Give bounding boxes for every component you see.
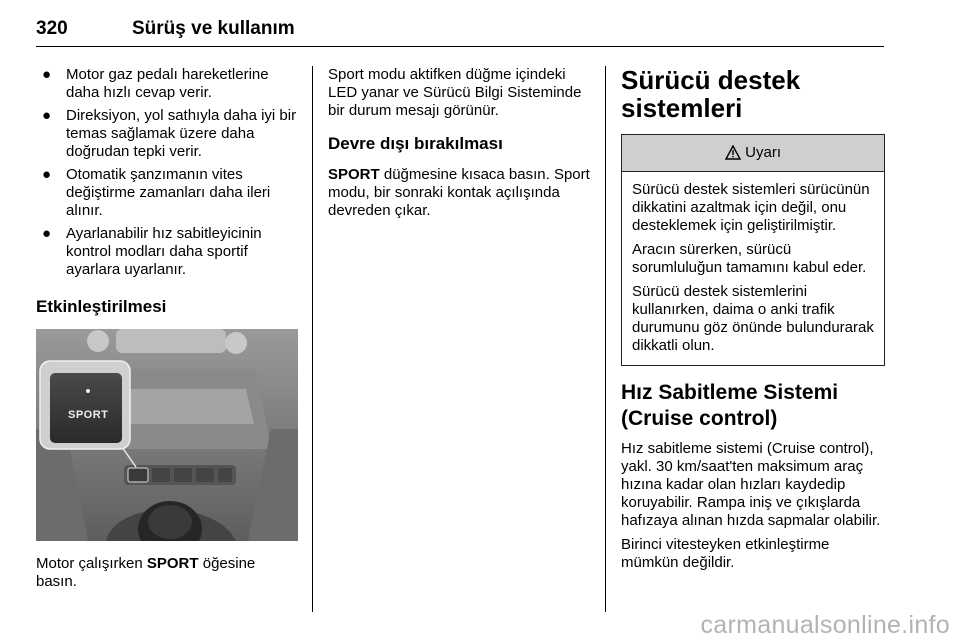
- warning-paragraph: Aracın sürerken, sürücü sorumluluğun tamamını kabul eder.: [632, 241, 867, 276]
- warning-title: Uyarı: [622, 135, 884, 172]
- column-divider-2: [605, 66, 606, 612]
- activation-caption: Motor çalışırken SPORT öğesine basın.: [36, 555, 256, 590]
- feature-list: [36, 66, 298, 279]
- sport-button-label: SPORT: [68, 409, 109, 421]
- deactivation-heading: Devre dışı bırakılması: [328, 134, 503, 153]
- list-item: ● Motor gaz pedalı hareketlerine daha hızlı cevap verir.: [42, 66, 269, 101]
- column-3: [621, 66, 885, 578]
- sport-keyword: SPORT: [328, 166, 380, 183]
- page-number: 320: [36, 18, 68, 39]
- sport-keyword: SPORT: [146, 555, 199, 572]
- header-rule: [36, 46, 884, 47]
- column-divider-1: [312, 66, 313, 612]
- chapter-title: Sürücü destek sistemleri: [621, 65, 801, 123]
- deactivation-text: SPORT düğmesine kısaca basın. Sport modu, bir sonraki kontak açılışında devreden çıkar.: [328, 166, 590, 219]
- watermark-text: carmanualsonline.info: [700, 611, 950, 639]
- cruise-control-heading: Hız Sabitleme Sistemi (Cruise control): [621, 381, 839, 430]
- warning-paragraph: Sürücü destek sistemlerini kullanırken, daima o anki trafik durumunu göz önünde bulundurarak dikkatli olun.: [632, 283, 874, 354]
- list-item: ● Direksiyon, yol sathıyla daha iyi bir temas sağlamak üzere daha doğrudan tepki verir.: [42, 107, 297, 160]
- warning-paragraph: Sürücü destek sistemleri sürücünün dikkatini azaltmak için değil, onu desteklemek için geliştirilmiştir.: [632, 181, 870, 234]
- section-title: Sürüş ve kullanım: [132, 18, 295, 39]
- list-item: ● Otomatik şanzımanın vites değiştirme zamanları daha ileri alınır.: [42, 166, 271, 219]
- warning-box: [621, 134, 885, 366]
- sport-button-illustration: [36, 329, 298, 541]
- bullet-icon: ●: [42, 166, 52, 183]
- column-1: [36, 66, 298, 591]
- list-item: ● Ayarlanabilir hız sabitleyicinin kontrol modları daha sportif ayarlara uyarlanır.: [42, 225, 262, 278]
- column-2: [328, 66, 596, 220]
- warning-triangle-icon: [725, 145, 741, 160]
- bullet-icon: ●: [42, 225, 52, 242]
- activation-heading: Etkinleştirilmesi: [36, 297, 167, 316]
- cruise-control-paragraph: Hız sabitleme sistemi (Cruise control), yakl. 30 km/saat'ten maksimum araç hızına kadar olan hızları kaydedip koruyabilir. Rampa iniş ve çıkışlarda hafızaya alınan hızda sapmalar olabilir.: [621, 440, 881, 529]
- page-header: [36, 6, 884, 46]
- warning-body: [622, 172, 884, 365]
- bullet-icon: ●: [42, 107, 52, 124]
- sport-mode-intro: Sport modu aktifken düğme içindeki LED yanar ve Sürücü Bilgi Sisteminde bir durum mesajı görünür.: [328, 66, 582, 119]
- cruise-control-paragraph: Birinci vitesteyken etkinleştirme mümkün değildir.: [621, 536, 830, 571]
- bullet-icon: ●: [42, 66, 52, 83]
